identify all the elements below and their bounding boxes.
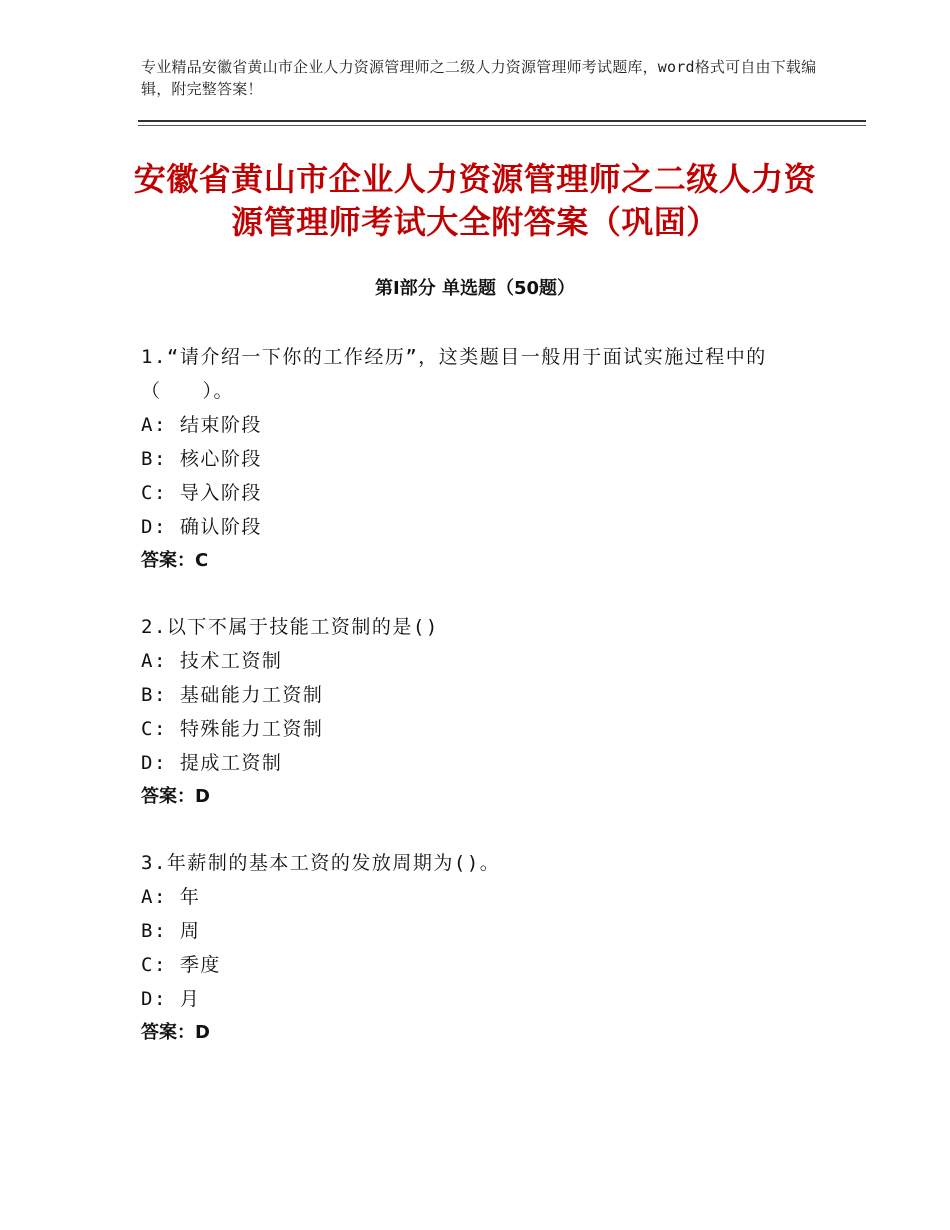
answer: 答案：D: [141, 1022, 210, 1043]
section-title: 第Ⅰ部分 单选题（50题）: [374, 278, 575, 299]
question-1: [141, 340, 821, 578]
header-rule-thin: [138, 125, 866, 126]
question-list: [141, 340, 821, 1082]
option-c: C: 季度: [141, 954, 221, 976]
option-c: C: 特殊能力工资制: [141, 718, 324, 740]
option-b: B: 周: [141, 920, 201, 942]
answer: 答案：C: [141, 550, 209, 571]
option-d: D: 确认阶段: [141, 516, 262, 538]
question-stem: 3.年薪制的基本工资的发放周期为()。: [141, 852, 501, 874]
header-rule-thick: [138, 120, 866, 122]
option-a: A: 结束阶段: [141, 414, 262, 436]
document-title: 安徽省黄山市企业人力资源管理师之二级人力资源管理师考试大全附答案（巩固）: [133, 160, 817, 241]
header-note: 专业精品安徽省黄山市企业人力资源管理师之二级人力资源管理师考试题库，word格式可自由下载编辑，附完整答案！: [141, 58, 817, 98]
option-d: D: 提成工资制: [141, 752, 283, 774]
question-2: [141, 610, 821, 814]
question-3: [141, 846, 821, 1050]
option-d: D: 月: [141, 988, 201, 1010]
option-c: C: 导入阶段: [141, 482, 262, 504]
option-b: B: 核心阶段: [141, 448, 262, 470]
question-stem: 2.以下不属于技能工资制的是(): [141, 616, 439, 638]
option-a: A: 年: [141, 886, 201, 908]
answer: 答案：D: [141, 786, 210, 807]
question-stem: 1.“请介绍一下你的工作经历”，这类题目一般用于面试实施过程中的（ ）。: [141, 346, 767, 402]
option-b: B: 基础能力工资制: [141, 684, 324, 706]
option-a: A: 技术工资制: [141, 650, 283, 672]
